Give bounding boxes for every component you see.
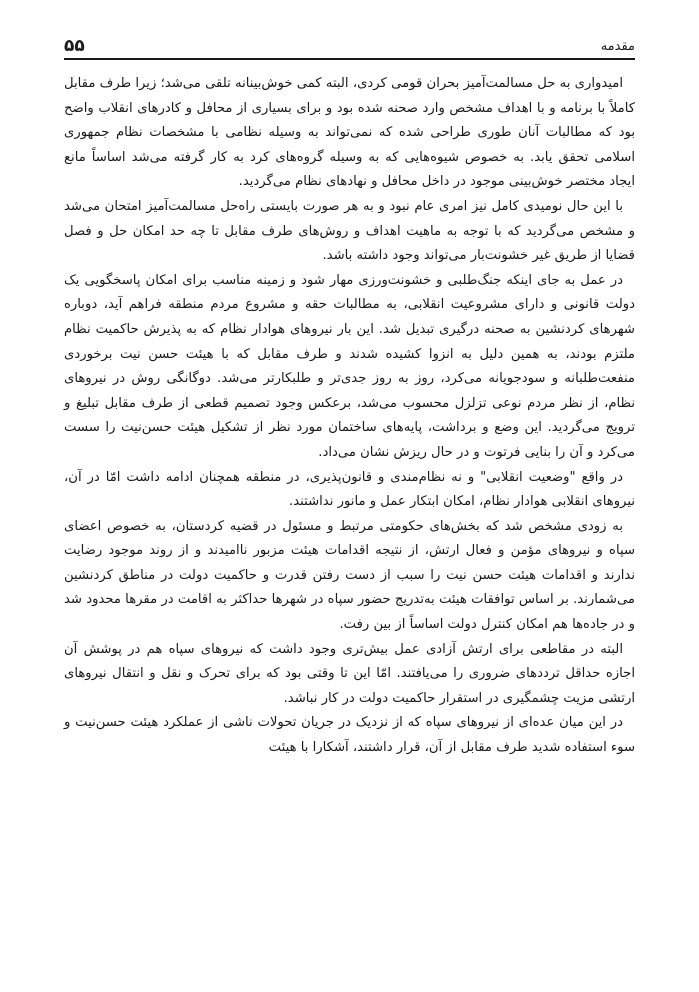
paragraph: در این میان عده‌ای از نیروهای سپاه که از نزدیک در جریان تحولات ناشی از عملکرد هیئت حسن‌نیت و سوء استفاده شدید طرف مقابل از آن، قرار داشتند، آشکارا با هیئت <box>64 715 635 756</box>
header-rule <box>64 58 635 60</box>
header-title: مقدمه <box>600 39 635 54</box>
paragraph: با این حال نومیدی کامل نیز امری عام نبود و به هر صورت بایستی راه‌حل مسالمت‌آمیز امتحان می‌شد و مشخص می‌گردید که با توجه به ماهیت اهداف و روش‌های طرف مقابل تا چه حد امکان حل و فصل قضایا از طریق غیر خشونت‌بار می‌تواند وجود داشته باشد. <box>64 198 635 264</box>
running-header <box>64 30 635 56</box>
paragraph: به زودی مشخص شد که بخش‌های حکومتی مرتبط و مسئول در قضیه کردستان، به خصوص اعضای سپاه و نیروهای مؤمن و فعال ارتش، از نتیجه اقدامات هیئت مزبور ناامیدند و از روند موجود رضایت ندارند و اقدامات هیئت حسن نیت را سبب از دست رفتن قدرت و حاکمیت دولت در مناطق کردنشین می‌شمارند. بر اساس توافقات هیئت به‌تدریج حضور سپاه در شهرها حداکثر به اقامت در مقرها محدود شد و در جاده‌ها هم امکان کنترل دولت اساساً از بین رفت. <box>64 518 635 633</box>
paragraph: در واقع "وضعیت انقلابی" و نه نظام‌مندی و قانون‌پذیری، در منطقه همچنان ادامه داشت امّا در آن، نیروهای انقلابی هوادار نظام، امکان ابتکار عمل و مانور نداشتند. <box>64 469 635 510</box>
paragraph: البته در مقاطعی برای ارتش آزادی عمل بیش‌تری وجود داشت که نیروهای سپاه هم در پوشش آن اجازه حداقل ترددهای ضروری را می‌یافتند. امّا این تا وقتی بود که برای تحرک و نقل و انتقال نیروهای ارتشی مزیت چشمگیری در استقرار حاکمیت دولت در کار نباشد. <box>64 641 635 706</box>
paragraph: در عمل به جای اینکه جنگ‌طلبی و خشونت‌ورزی مهار شود و زمینه مناسب برای امکان پاسخگویی یک دولت قانونی و دارای مشروعیت انقلابی، به مطالبات حقه و مشروع مردم منطقه فراهم آید، دوباره شهرهای کردنشین به صحنه درگیری تبدیل شد. این بار نیروهای هوادار نظام که به پذیرش حاکمیت نظام ملتزم بودند، به همین دلیل به انزوا کشیده شدند و طرف مقابل که با هیئت حسن نیت برخوردی منفعت‌طلبانه و سودجویانه می‌کرد، روز به روز جدی‌تر و طلبکارتر می‌شد. دوگانگی روش در نیروهای نظام، از نظر مردم نوعی تزلزل محسوب می‌شد، برعکس وجود تصمیم قطعی از طرف مقابل تبلیغ و ترویج می‌گردید. این وضع و برداشت، پایه‌های ساختمان مورد نظر از تشکیل هیئت حسن‌نیت را سست می‌کرد و آن را بنایی فرتوت و در حال ریزش نشان می‌داد. <box>64 272 635 460</box>
body-text <box>64 72 635 761</box>
paragraph: امیدواری به حل مسالمت‌آمیز بحران قومی کردی، البته کمی خوش‌بینانه تلقی می‌شد؛ زیرا طرف مقابل کاملاً با برنامه و با اهداف مشخص وارد صحنه شده بود و برای بسیاری از محافل و کادرهای انقلاب واضح بود که مطالبات آنان طوری طراحی شده که نمی‌تواند به وسیله نظامی با مشخصات نظام جمهوری اسلامی تحقق یابد. به خصوص شیوه‌هایی که به وسیله گروه‌های کرد به کار گرفته می‌شد اساساً مانع ایجاد مختصر خوش‌بینی موجود در داخل محافل و نهادهای نظام می‌گردید. <box>64 76 635 190</box>
page-number: ۵۵ <box>64 36 85 56</box>
